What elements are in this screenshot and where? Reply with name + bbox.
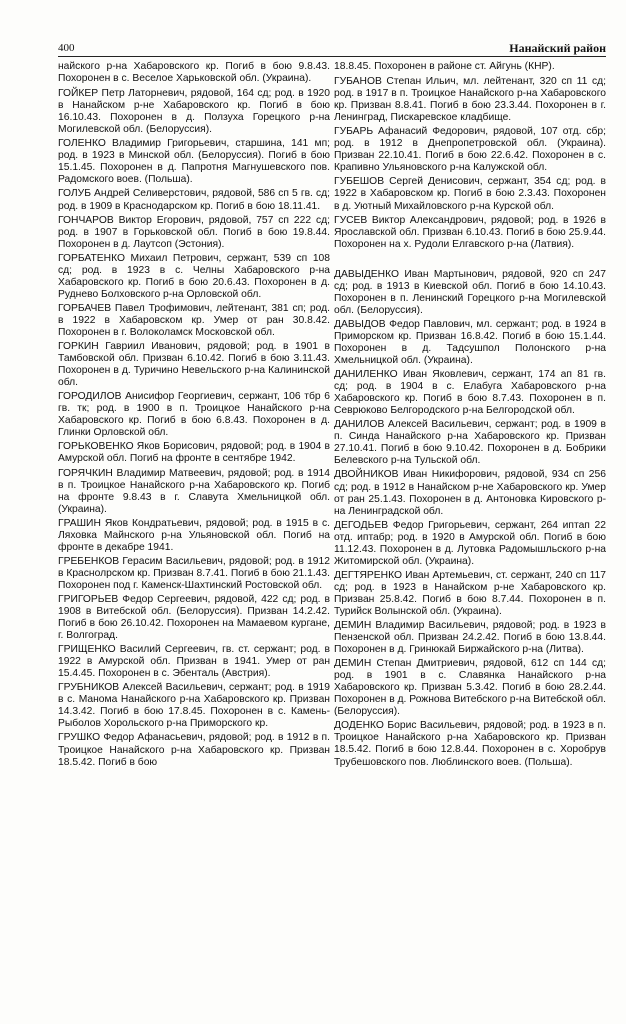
entry: ГОНЧАРОВ Виктор Егорович, рядовой, 757 сп 222 сд; род. в 1907 в Горьковской обл. Погиб в бою 19.8.44. Похоронен в д. Лаутсоп (Эстония). — [58, 214, 330, 250]
entry: ДАНИЛЕНКО Иван Яковлевич, сержант, 174 ап 81 гв. сд; род. в 1904 в с. Елабуга Хабаровского р-на Хабаровского кр. Погиб в бою 8.7.43. Похоронен в п. Севрюково Белгородского р-на Белгородской обл. — [334, 369, 606, 417]
entry: ГРУШКО Федор Афанасьевич, рядовой; род. в 1912 в п. Троицкое Нанайского р-на Хабаровского кр. Призван 18.5.42. Погиб в бою — [58, 732, 330, 768]
entry: ГРЕБЕНКОВ Герасим Васильевич, рядовой; род. в 1912 в Краснолрском кр. Призван 8.7.41. Погиб в бою 21.1.43. Похоронен под г. Каменск-Шахтинский Ростовской обл. — [58, 555, 330, 591]
entry: ДЕГТЯРЕНКО Иван Артемьевич, ст. сержант, 240 сп 117 сд; род. в 1923 в Нанайском р-не Хабаровского кр. Призван 25.8.42. Погиб в бою 8.7.44. Похоронен в п. Турийск Волынской обл. (Украина). — [334, 569, 606, 617]
entry: ДЕМИН Степан Дмитриевич, рядовой, 612 сп 144 сд; род. в 1901 в с. Славянка Нанайского р-на Хабаровского кр. Призван 5.3.42. Погиб в бою 28.2.44. Похоронен в д. Рожнова Витебского р-на Витебской обл. (Белоруссия). — [334, 658, 606, 718]
entry: ДАВЫДЕНКО Иван Мартынович, рядовой, 920 сп 247 сд; род. в 1913 в Киевской обл. Погиб в бою 14.10.43. Похоронен в п. Ленинский Горецкого р-на Могилевской обл. (Белоруссия). — [334, 268, 606, 316]
entry: ГРИГОРЬЕВ Федор Сергеевич, рядовой, 422 сд; род. в 1908 в Витебской обл. (Белоруссия). Призван 14.2.42. Погиб в бою 26.10.42. Похоронен на Мамаевом кургане, г. Волгоград. — [58, 593, 330, 642]
entry: ГУСЕВ Виктор Александрович, рядовой; род. в 1926 в Ярославской обл. Призван 6.10.43. Погиб в бою 25.9.44. Похоронен на х. Рудоли Елгавского р-на (Латвия). — [334, 214, 606, 250]
entry: ГОРКИН Гавриил Иванович, рядовой; род. в 1901 в Тамбовской обл. Призван 6.10.42. Погиб в бою 3.11.43. Похоронен в д. Туричино Невельского р-на Калининской обл. — [58, 341, 330, 389]
entry: ГУБАНОВ Степан Ильич, мл. лейтенант, 320 сп 11 сд; род. в 1917 в п. Троицкое Нанайского р-на Хабаровского кр. Призван 8.8.41. Погиб в бою 23.3.44. Похоронен в г. Ленинград, Пискаревское кладбище. — [334, 76, 606, 124]
entry: ДОДЕНКО Борис Васильевич, рядовой; род. в 1923 в п. Троицкое Нанайского р-на Хабаровского кр. Призван 18.5.42. Погиб в бою 12.8.44. Похоронен в с. Хоробрув Трубешовского пов. Люблинского воев. (Польша). — [334, 720, 606, 768]
entry: ГОРБАТЕНКО Михаил Петрович, сержант, 539 сп 108 сд; род. в 1923 в с. Челны Хабаровского р-на Хабаровского кр. Погиб в бою 20.6.43. Похоронен в д. Руднево Болховского р-на Орловской обл. — [58, 252, 330, 300]
entry: ГРУБНИКОВ Алексей Васильевич, сержант; род. в 1919 в с. Манома Нанайского р-на Хабаровского кр. Призван 14.3.42. Погиб в бою 17.8.45. Похоронен в с. Камень-Рыболов Хорольского р-на Приморского кр. — [58, 682, 330, 730]
entry: ГОРОДИЛОВ Анисифор Георгиевич, сержант, 106 тбр 6 гв. тк; род. в 1900 в п. Троицкое Нанайского р-на Хабаровского кр. Погиб в бою 6.8.43. Похоронен в д. Глинки Орловской обл. — [58, 391, 330, 439]
header-rule — [58, 56, 606, 57]
running-title: Нанайский район — [509, 41, 606, 55]
entry: ГУБЕШОВ Сергей Денисович, сержант, 354 сд; род. в 1922 в Хабаровском кр. Погиб в бою 2.3.43. Похоронен в д. Уютный Михайловского р-на Курской обл. — [334, 176, 606, 212]
entry: ГОЛЕНКО Владимир Григорьевич, старшина, 141 мп; род. в 1923 в Минской обл. (Белоруссия). Погиб в бою 15.1.45. Похоронен в д. Папротня Магнушевского пов. Радомского воев. (Польша). — [58, 138, 330, 186]
continuation-text: 18.8.45. Похоронен в районе ст. Айгунь (КНР). — [334, 61, 555, 72]
entry: ДАВЫДОВ Федор Павлович, мл. сержант; род. в 1924 в Приморском кр. Призван 16.8.42. Погиб в бою 15.1.44. Похоронен в д. Тадсушпол Полонского р-на Хмельницкой обл. (Украина). — [334, 318, 606, 367]
entry: ДЕГОДЬЕВ Федор Григорьевич, сержант, 264 иптап 22 отд. иптабр; род. в 1920 в Амурской обл. Погиб в бою 11.12.43. Похоронен в д. Лутовка Радомышльского р-на Житомирской обл. (Украина). — [334, 519, 606, 567]
entry: ГОЙКЕР Петр Латорневич, рядовой, 164 сд; род. в 1920 в Нанайском р-не Хабаровского кр. Погиб в бою 16.10.43. Похоронен в д. Ползуха Горецкого р-на Могилевской обл. (Белоруссия). — [58, 88, 330, 136]
entry: ГУБАРЬ Афанасий Федорович, рядовой, 107 отд. сбр; род. в 1912 в Днепропетровской обл. (Украина). Призван 22.10.41. Погиб в бою 22.6.42. Похоронен в с. Крапивно Ульяновского р-на Калужской обл. — [334, 126, 606, 174]
entry: ГРАШИН Яков Кондратьевич, рядовой; род. в 1915 в с. Ляховка Майнского р-на Ульяновской обл. Погиб на фронте в декабре 1941. — [58, 517, 330, 553]
entry: ДАНИЛОВ Алексей Васильевич, сержант; род. в 1909 в п. Синда Нанайского р-на Хабаровского кр. Призван 27.10.41. Погиб в бою 9.10.42. Похоронен в д. Бобрики Белевского р-на Тульской обл. — [334, 419, 606, 467]
entry: ДЕМИН Владимир Васильевич, рядовой; род. в 1923 в Пензенской обл. Призван 24.2.42. Погиб в бою 13.8.44. Похоронен в д. Гринюкай Биржайского р-на (Литва). — [334, 620, 606, 656]
entry: ДВОЙНИКОВ Иван Никифорович, рядовой, 934 сп 256 сд; род. в 1912 в Нанайском р-не Хабаровского кр. Умер от ран 25.1.43. Похоронен в д. Антоновка Кировского р-на Ленинградской обл. — [334, 469, 606, 517]
right-column — [334, 61, 606, 771]
entry: ГОРЬКОВЕНКО Яков Борисович, рядовой; род. в 1904 в Амурской обл. Погиб на фронте в сентябре 1942. — [58, 441, 330, 465]
entry: ГОРБАЧЕВ Павел Трофимович, лейтенант, 381 сп; род. в 1922 в Хабаровском кр. Умер от ран 30.8.42. Похоронен в г. Волоколамск Московской обл. — [58, 302, 330, 338]
continuation-text: найского р-на Хабаровского кр. Погиб в бою 9.8.43. Похоронен в с. Веселое Харьковской обл. (Украина). — [58, 61, 330, 85]
entry: ГРИЩЕНКО Василий Сергеевич, гв. ст. сержант; род. в 1922 в Амурской обл. Призван в 1941. Умер от ран 15.4.45. Похоронен в с. Эбенталь (Австрия). — [58, 644, 330, 680]
entry: ГОЛУБ Андрей Селиверстович, рядовой, 586 сп 5 гв. сд; род. в 1909 в Краснодарском кр. Погиб в бою 18.11.41. — [58, 188, 330, 212]
entry: ГОРЯЧКИН Владимир Матвеевич, рядовой; род. в 1914 в п. Троицкое Нанайского р-на Хабаровского кр. Погиб на фронте 9.8.43 в г. Славута Хмельницкой обл. (Украина). — [58, 467, 330, 515]
page-header — [58, 40, 606, 56]
letter-section-gap — [334, 253, 606, 269]
left-column — [58, 61, 330, 771]
page-number: 400 — [58, 42, 75, 54]
